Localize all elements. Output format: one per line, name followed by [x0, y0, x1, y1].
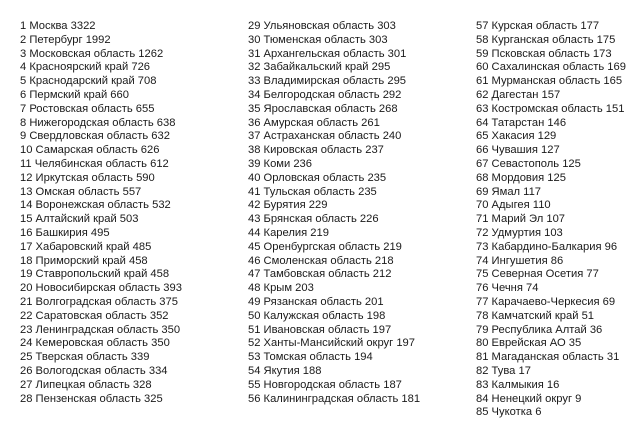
region-row: 84 Ненецкий округ 9 — [476, 392, 582, 405]
region-row: 52 Ханты-Мансийский округ 197 — [248, 337, 415, 350]
region-row: 26 Вологодская область 334 — [20, 364, 168, 377]
region-row: 34 Белгородская область 292 — [248, 88, 402, 101]
region-row: 44 Карелия 219 — [248, 226, 329, 239]
regions-column-2 — [248, 20, 420, 406]
region-row: 29 Ульяновская область 303 — [248, 20, 396, 32]
region-row: 50 Калужская область 198 — [248, 309, 386, 322]
region-row: 37 Астраханская область 240 — [248, 130, 402, 143]
region-row: 72 Удмуртия 103 — [476, 226, 563, 239]
region-row: 43 Брянская область 226 — [248, 213, 379, 226]
region-row: 77 Карачаево-Черкесия 69 — [476, 295, 616, 308]
region-row: 85 Чукотка 6 — [476, 406, 542, 419]
region-row: 7 Ростовская область 655 — [20, 102, 155, 115]
region-row: 4 Красноярский край 726 — [20, 61, 151, 74]
region-row: 9 Свердловская область 632 — [20, 130, 170, 143]
region-row: 81 Магаданская область 31 — [476, 351, 620, 364]
region-row: 21 Волгоградская область 375 — [20, 295, 178, 308]
region-row: 67 Севастополь 125 — [476, 157, 581, 170]
region-row: 22 Саратовская область 352 — [20, 309, 169, 322]
region-row: 57 Курская область 177 — [476, 20, 600, 32]
region-row: 35 Ярославская область 268 — [248, 102, 398, 115]
region-row: 78 Камчатский край 51 — [476, 309, 595, 322]
region-row: 63 Костромская область 151 — [476, 102, 625, 115]
region-row: 14 Воронежская область 532 — [20, 199, 171, 212]
region-row: 58 Курганская область 175 — [476, 33, 616, 46]
region-row: 56 Калининградская область 181 — [248, 392, 421, 405]
region-row: 13 Омская область 557 — [20, 185, 142, 198]
region-row: 24 Кемеровская область 350 — [20, 337, 170, 350]
region-row: 46 Смоленская область 218 — [248, 254, 394, 267]
region-row: 8 Нижегородская область 638 — [20, 116, 176, 129]
region-row: 62 Дагестан 157 — [476, 88, 561, 101]
region-row: 15 Алтайский край 503 — [20, 213, 139, 226]
region-row: 39 Коми 236 — [248, 157, 313, 170]
region-row: 83 Калмыкия 16 — [476, 378, 560, 391]
region-row: 54 Якутия 188 — [248, 364, 322, 377]
region-row: 60 Сахалинская область 169 — [476, 61, 626, 74]
region-row: 80 Еврейская АО 35 — [476, 337, 582, 350]
region-row: 68 Мордовия 125 — [476, 171, 566, 184]
region-row: 82 Тува 17 — [476, 364, 531, 377]
region-row: 19 Ставропольский край 458 — [20, 268, 170, 281]
region-row: 36 Амурская область 261 — [248, 116, 380, 129]
region-row: 48 Крым 203 — [248, 282, 314, 295]
region-row: 75 Северная Осетия 77 — [476, 268, 599, 281]
region-row: 70 Адыгея 110 — [476, 199, 551, 212]
region-row: 53 Томская область 194 — [248, 351, 373, 364]
region-row: 74 Ингушетия 86 — [476, 254, 564, 267]
regions-column-1 — [20, 20, 182, 406]
region-row: 20 Новосибирская область 393 — [20, 282, 182, 295]
region-row: 41 Тульская область 235 — [248, 185, 377, 198]
region-row: 66 Чувашия 127 — [476, 144, 560, 157]
region-row: 25 Тверская область 339 — [20, 351, 150, 364]
region-row: 47 Тамбовская область 212 — [248, 268, 392, 281]
region-row: 71 Марий Эл 107 — [476, 213, 566, 226]
region-row: 23 Ленинградская область 350 — [20, 323, 181, 336]
region-row: 6 Пермский край 660 — [20, 88, 129, 101]
region-row: 51 Ивановская область 197 — [248, 323, 392, 336]
region-row: 30 Тюменская область 303 — [248, 33, 388, 46]
region-row: 61 Мурманская область 165 — [476, 75, 623, 88]
region-row: 49 Рязанская область 201 — [248, 295, 384, 308]
region-row: 40 Орловская область 235 — [248, 171, 387, 184]
region-row: 38 Кировская область 237 — [248, 144, 384, 157]
region-row: 65 Хакасия 129 — [476, 130, 557, 143]
region-row: 3 Московская область 1262 — [20, 47, 164, 60]
region-row: 10 Самарская область 626 — [20, 144, 160, 157]
region-row: 2 Петербург 1992 — [20, 33, 111, 46]
region-row: 17 Хабаровский край 485 — [20, 240, 152, 253]
region-row: 31 Архангельская область 301 — [248, 47, 407, 60]
region-row: 64 Татарстан 146 — [476, 116, 567, 129]
region-row: 79 Республика Алтай 36 — [476, 323, 603, 336]
region-row: 76 Чечня 74 — [476, 282, 539, 295]
region-row: 1 Москва 3322 — [20, 20, 96, 32]
region-row: 32 Забайкальский край 295 — [248, 61, 391, 74]
region-row: 33 Владимирская область 295 — [248, 75, 407, 88]
region-row: 73 Кабардино-Балкария 96 — [476, 240, 618, 253]
region-row: 55 Новгородская область 187 — [248, 378, 402, 391]
region-row: 18 Приморский край 458 — [20, 254, 148, 267]
regions-column-3 — [476, 20, 626, 420]
region-row: 11 Челябинская область 612 — [20, 157, 169, 170]
region-row: 12 Иркутская область 590 — [20, 171, 155, 184]
region-row: 5 Краснодарский край 708 — [20, 75, 157, 88]
regions-list — [0, 20, 640, 425]
region-row: 28 Пензенская область 325 — [20, 392, 163, 405]
region-row: 27 Липецкая область 328 — [20, 378, 152, 391]
region-row: 69 Ямал 117 — [476, 185, 542, 198]
region-row: 45 Оренбургская область 219 — [248, 240, 402, 253]
region-row: 16 Башкирия 495 — [20, 226, 110, 239]
region-row: 42 Бурятия 229 — [248, 199, 328, 212]
region-row: 59 Псковская область 173 — [476, 47, 612, 60]
